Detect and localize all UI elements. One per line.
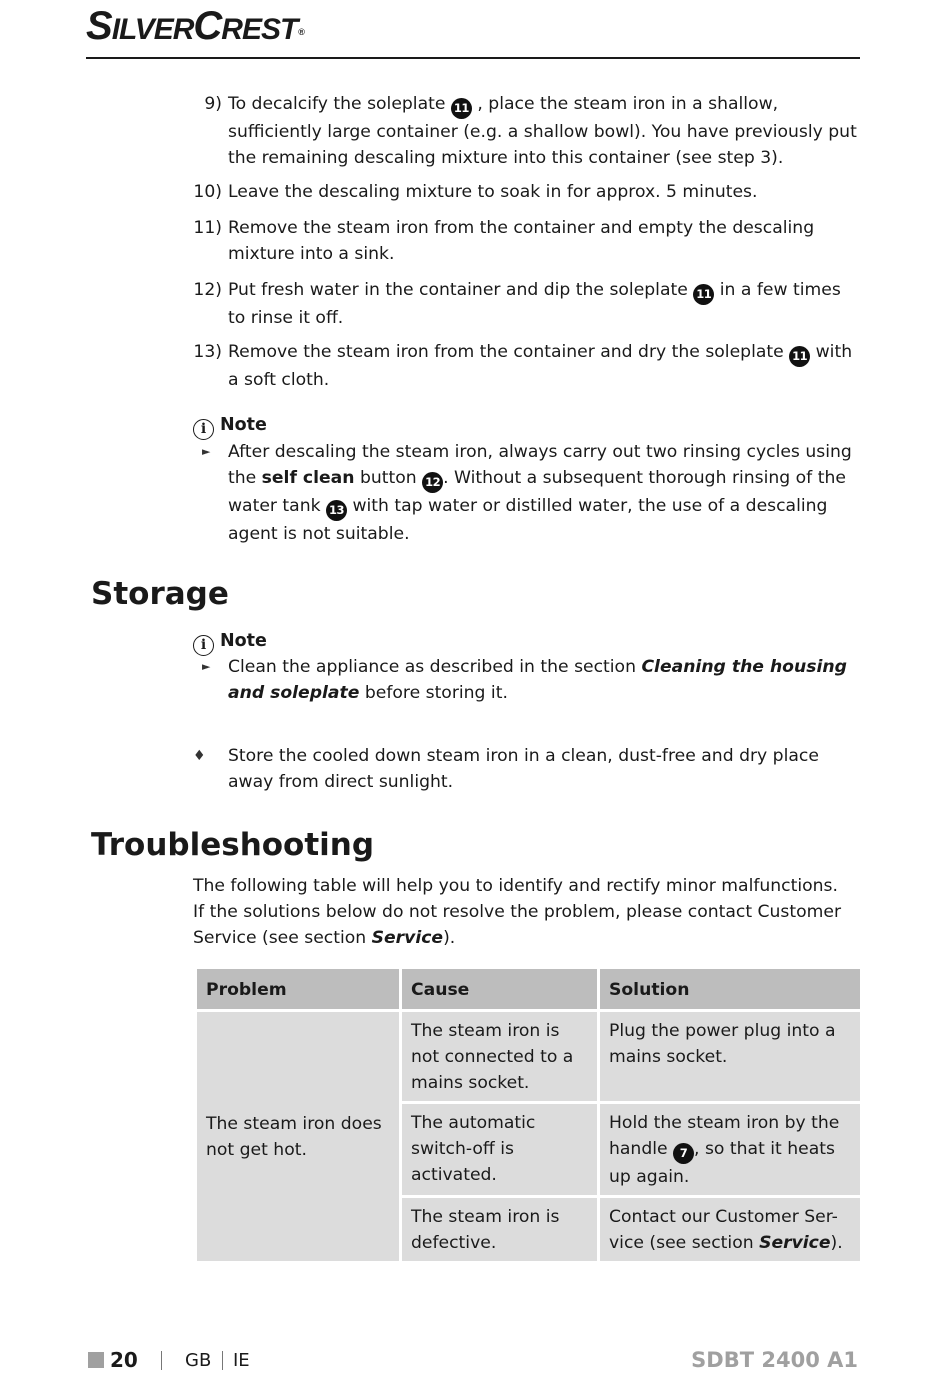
problem-cell: The steam iron does not get hot.: [196, 1011, 401, 1263]
language-code: IE: [233, 1350, 250, 1371]
info-icon: i: [193, 419, 214, 440]
page-number: 20: [110, 1348, 138, 1372]
section-heading-storage: Storage: [91, 576, 229, 612]
model-number: SDBT 2400 A1: [691, 1348, 858, 1372]
step-number: 11): [193, 218, 222, 238]
part-number-badge: 7: [673, 1143, 694, 1164]
table-header-row: [196, 968, 862, 1011]
column-header: Solution: [599, 968, 862, 1011]
step-text: Remove the steam iron from the container and empty the descaling mixture into a sink.: [228, 218, 815, 264]
triangle-bullet-icon: ►: [202, 660, 211, 673]
footer-divider: [161, 1351, 162, 1370]
step-text: To decalcify the soleplate 11 , place the steam iron in a shallow, sufficiently large container (e.g. a shallow bowl). You have previously put the remaining descaling mixture into this container (see step 3).: [228, 94, 857, 168]
part-number-badge: 12: [422, 472, 443, 493]
diamond-bullet-icon: ♦: [193, 748, 206, 764]
part-number-badge: 13: [326, 500, 347, 521]
cause-cell: The steam iron is not connected to a mains socket.: [401, 1011, 599, 1103]
storage-instruction: Store the cooled down steam iron in a clean, dust-free and dry place away from direct sunlight.: [228, 746, 819, 792]
step-number: 12): [193, 280, 222, 300]
footer-square-icon: [88, 1352, 104, 1368]
step-number: 13): [193, 342, 222, 362]
note-text: Clean the appliance as described in the section Cleaning the housing and soleplate before storing it.: [228, 657, 847, 703]
solution-cell: Hold the steam iron by the handle 7 , so that it heats up again.: [599, 1103, 862, 1197]
column-header: Cause: [401, 968, 599, 1011]
note-heading: i Note: [193, 628, 267, 656]
footer-divider: [222, 1351, 223, 1370]
part-number-badge: 11: [789, 346, 810, 367]
section-heading-troubleshooting: Troubleshooting: [91, 827, 375, 863]
note-heading: i Note: [193, 412, 267, 440]
step-text: Leave the descaling mixture to soak in for approx. 5 minutes.: [228, 182, 758, 202]
triangle-bullet-icon: ►: [202, 445, 211, 458]
troubleshooting-table: [194, 966, 863, 1264]
info-icon: i: [193, 635, 214, 656]
part-number-badge: 11: [693, 284, 714, 305]
step-text: Remove the steam iron from the container and dry the soleplate 11 with a soft cloth.: [228, 342, 853, 390]
table-row: [196, 1011, 862, 1103]
solution-cell: Plug the power plug into a mains socket.: [599, 1011, 862, 1103]
step-number: 10): [193, 182, 222, 202]
cause-cell: The steam iron is defective.: [401, 1197, 599, 1263]
troubleshooting-intro: The following table will help you to identify and rectify minor malfunctions. If the solutions below do not resolve the problem, please contact Customer Service (see section Service).: [193, 876, 842, 948]
header-rule: [86, 57, 860, 59]
brand-logo: SILVERCREST®: [86, 4, 304, 48]
cause-cell: The automatic switch-off is activated.: [401, 1103, 599, 1197]
step-number: 9): [204, 94, 222, 114]
column-header: Problem: [196, 968, 401, 1011]
solution-cell: Contact our Customer Ser-vice (see section Service).: [599, 1197, 862, 1263]
part-number-badge: 11: [451, 98, 472, 119]
language-code: GB: [185, 1350, 212, 1371]
step-text: Put fresh water in the container and dip the soleplate 11 in a few times to rinse it off.: [228, 280, 841, 328]
note-text: After descaling the steam iron, always carry out two rinsing cycles using the self clean button 12 . Without a subsequent thorough rinsing of the water tank 13 with tap water or distilled water, the use of a descaling agent is not suitable.: [228, 442, 852, 544]
